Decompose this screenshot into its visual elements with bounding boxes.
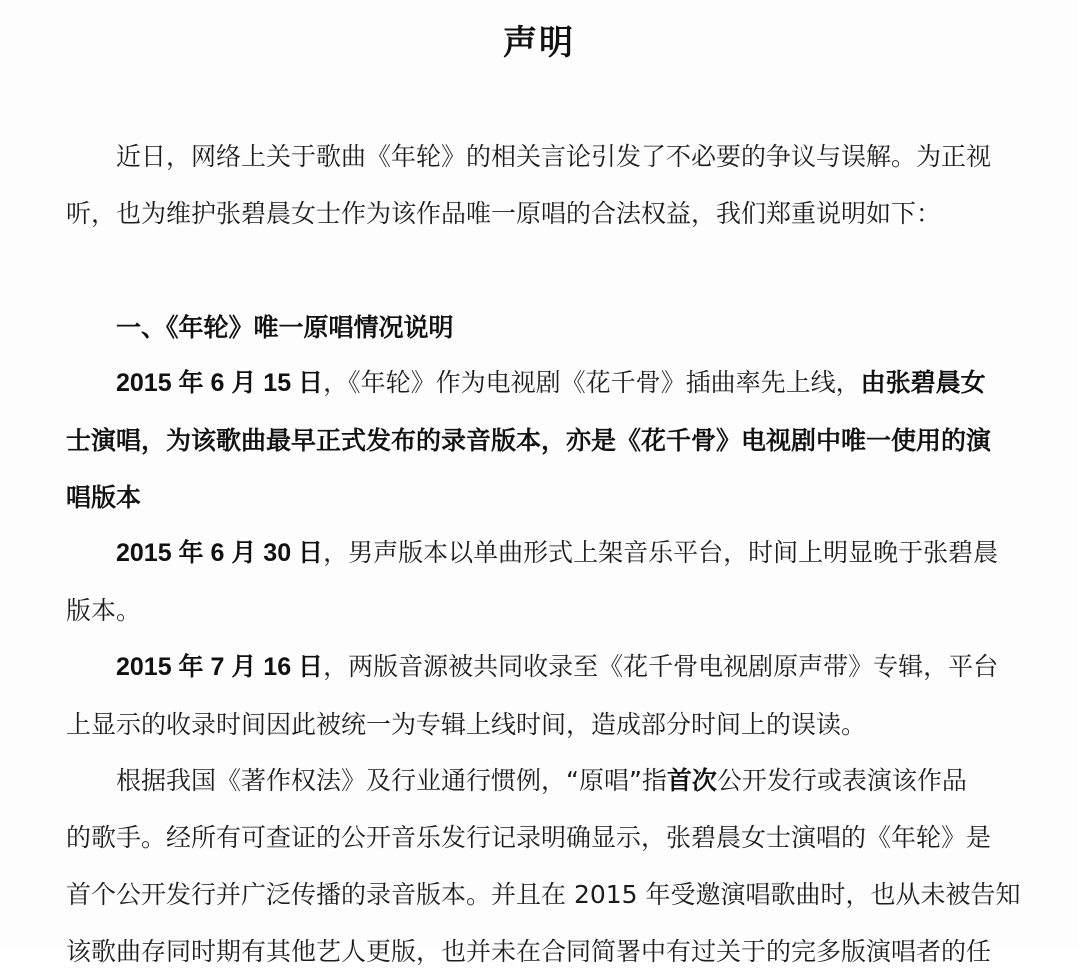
section-heading: 一、《年轮》唯一原唱情况说明	[116, 313, 454, 342]
para3-line-1	[66, 638, 1016, 696]
para4-bold-text: 首次	[666, 766, 717, 795]
intro-line-1: 近日，网络上关于歌曲《年轮》的相关言论引发了不必要的争议与误解。为正视	[116, 142, 992, 171]
para4-line-3: 首个公开发行并广泛传播的录音版本。并且在 2015 年受邀演唱歌曲时，也从未被告知	[66, 880, 1021, 909]
paragraph-release-date-2	[66, 524, 1016, 639]
paragraph-copyright-law	[66, 752, 1021, 980]
para1-bold-line: 士演唱，为该歌曲最早正式发布的录音版本，亦是《花千骨》电视剧中唯一使用的演	[66, 426, 992, 455]
date-text: 2015 年 7 月 16 日	[116, 653, 324, 681]
paragraph-release-date-1	[66, 354, 1016, 526]
para1-text: ，《年轮》作为电视剧《花千骨》插曲率先上线，	[323, 368, 861, 397]
para2-line-1	[66, 524, 1016, 582]
para4-text-a: 根据我国《著作权法》及行业通行惯例，“原唱”指	[116, 766, 667, 795]
intro-paragraph	[66, 128, 1016, 242]
para2-line-2: 版本。	[66, 596, 142, 625]
intro-line-2: 听，也为维护张碧晨女士作为该作品唯一原唱的合法权益，我们郑重说明如下：	[66, 199, 942, 228]
para1-bold-text: 由张碧晨女	[860, 368, 986, 397]
para3-line-2: 上显示的收录时间因此被统一为专辑上线时间，造成部分时间上的误读。	[66, 710, 867, 739]
paragraph-release-date-3	[66, 638, 1016, 753]
para4-text-b: 公开发行或表演该作品	[716, 766, 967, 795]
date-text: 2015 年 6 月 15 日	[116, 369, 324, 397]
para1-line-2	[66, 412, 1016, 469]
para4-line-4: 该歌曲存同时期有其他艺人更版，也并未在合同简署中有过关于的完多版演唱者的任	[66, 937, 992, 966]
para1-line-3	[66, 469, 1016, 526]
para2-text: ，男声版本以单曲形式上架音乐平台，时间上明显晚于张碧晨	[323, 538, 999, 567]
para1-bold-end: 唱版本	[66, 483, 142, 512]
para4-line-1	[66, 752, 1016, 809]
para4-line-2: 的歌手。经所有可查证的公开音乐发行记录明确显示，张碧晨女士演唱的《年轮》是	[66, 823, 992, 852]
date-text: 2015 年 6 月 30 日	[116, 539, 324, 567]
para3-text: ，两版音源被共同收录至《花千骨电视剧原声带》专辑，平台	[323, 652, 999, 681]
document-title: 声明	[503, 23, 575, 63]
para1-line-1	[66, 354, 1016, 412]
